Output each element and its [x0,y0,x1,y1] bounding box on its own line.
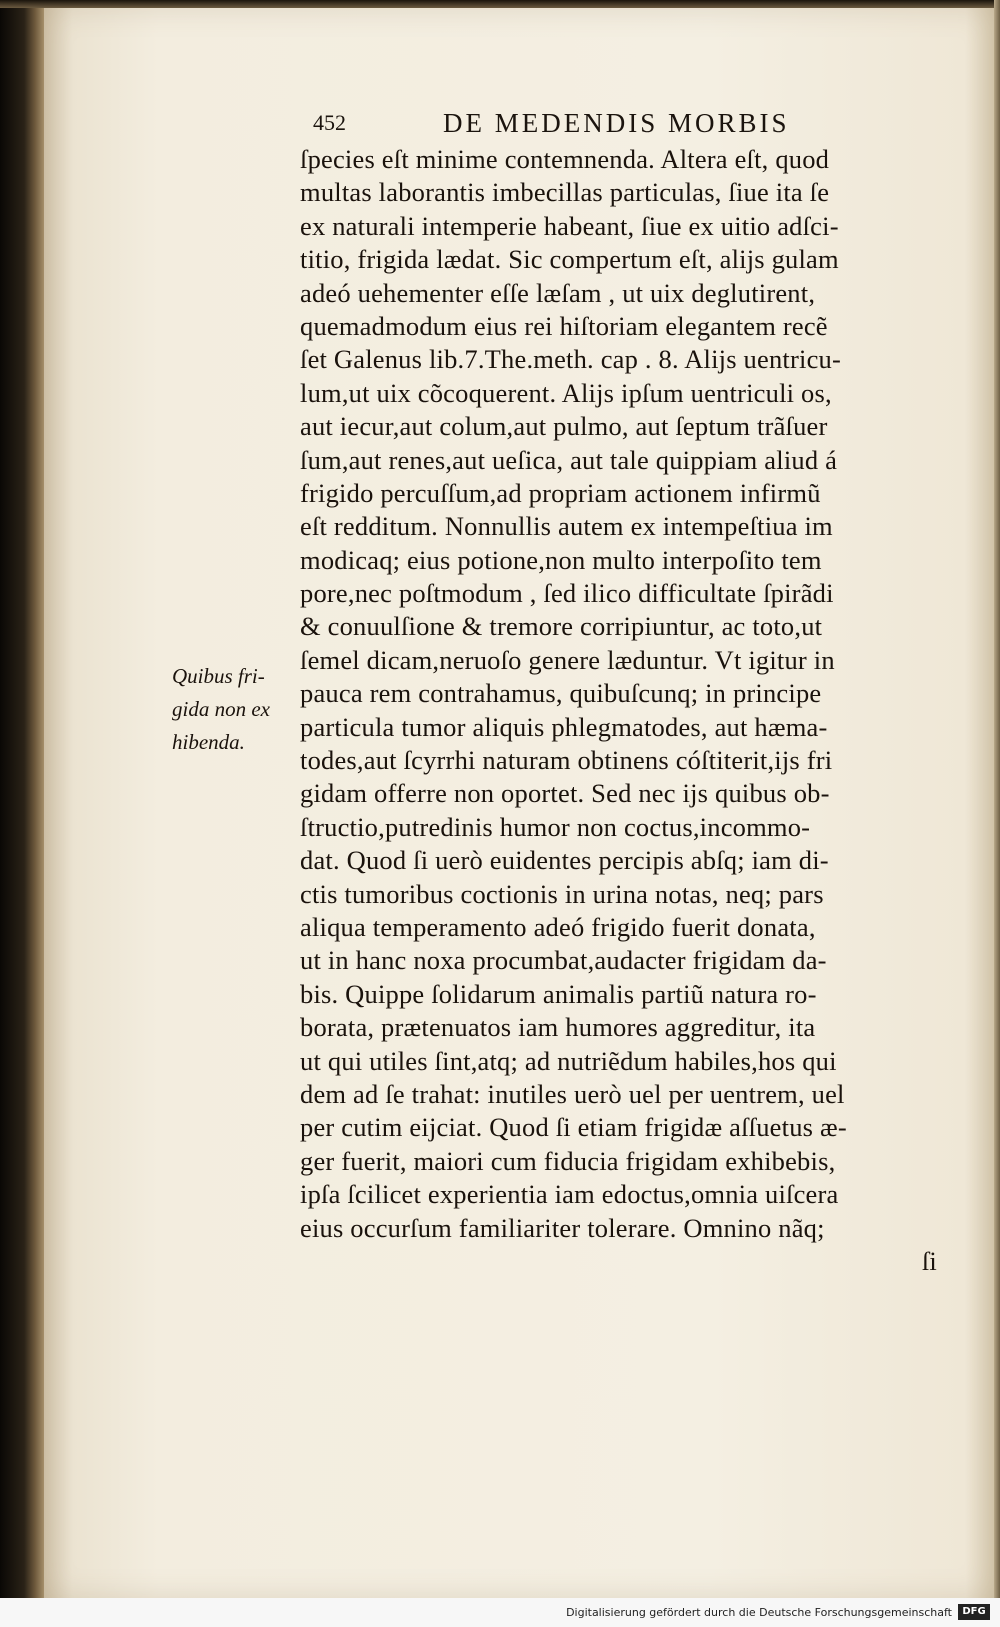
text-line: modicaq; eius potione,non multo interpoſito tem [300,544,822,575]
text-line: ſum,aut renes,aut ueſica, aut tale quippiam aliud á [300,444,838,475]
text-line: ipſa ſcilicet experientia iam edoctus,omnia uiſcera [300,1179,839,1210]
text-line: todes,aut ſcyrrhi naturam obtinens cóſtiterit,iјs fri [300,745,833,776]
text-line: bis. Quippe ſolidarum animalis partiũ natura ro- [300,978,817,1009]
dfg-logo: DFG [958,1604,990,1620]
text-line: frigido percuſſum,ad propriam actionem infirmũ [300,477,821,508]
text-line: aut iecur,aut colum,aut pulmo, aut ſeptum trãſuer [300,411,828,442]
text-line: ctis tumoribus coctionis in urina notas, neq; pars [300,878,824,909]
text-line: ut qui utiles ſint,atq; ad nutriẽdum habiles,hos qui [300,1045,837,1076]
page-number: 452 [313,110,346,135]
top-scan-edge [0,0,1000,8]
text-line: lum,ut uix cõcoquerent. Aliјs ipſum uentriculi os, [300,377,832,408]
text-line: adeó uehementer eſſe læſam , ut uix deglutirent, [300,277,816,308]
marginal-note-line: hibenda. [172,730,245,754]
text-line: multas laborantis imbecillas particulas, ſiue ita ſe [300,177,830,208]
text-line: ex naturali intemperie habeant, ſiue ex uitio adſci- [300,210,839,241]
book-binding-edge [0,0,44,1627]
text-line: borata, prætenuatos iam humores aggreditur, ita [300,1012,816,1043]
text-line: ſet Galenus lib.7.The.meth. cap . 8. Aliјs uentricu- [300,344,842,375]
text-line: eſt redditum. Nonnullis autem ex intempeſtiua im [300,511,833,542]
text-line: titio, frigida lædat. Sic compertum eſt, aliјs gulam [300,244,839,275]
marginal-note-line: gida non ex [172,697,270,721]
text-line: particula tumor aliquis phlegmatodes, aut hæma- [300,711,828,742]
text-line: ſtructio,putredinis humor non coctus,incommo- [300,811,811,842]
funding-credit: Digitalisierung gefördert durch die Deutsche Forschungsgemeinschaft [566,1606,952,1619]
text-line: ger fuerit, maiori cum fiducia frigidam exhibebis, [300,1145,836,1176]
text-line: aliqua temperamento adeó frigido fuerit donata, [300,911,816,942]
marginal-note-line: Quibus fri- [172,664,265,688]
right-scan-edge [994,0,1000,1627]
text-line: dat. Quod ſi uerò euidentes percipis abſq; iam di- [300,845,829,876]
running-title: DE MEDENDIS MORBIS [443,108,790,138]
text-line: ſemel dicam,neruoſo genere læduntur. Vt igitur in [300,644,835,675]
text-line: pauca rem contrahamus, quibuſcunq; in principe [300,678,822,709]
text-line: eius occurſum familiariter tolerare. Omnino nãq; [300,1212,825,1243]
text-line: pore,nec poſtmodum , ſed ilico difficultate ſpirãdi [300,578,834,609]
body-text [300,143,945,1278]
text-line: ut in hanc noxa procumbat,audacter frigidam da- [300,945,827,976]
text-line: quemadmodum eius rei hiſtoriam elegantem recẽ [300,310,828,341]
text-line: per cutim eiјciat. Quod ſi etiam frigidæ aſſuetus æ- [300,1112,847,1143]
catchword: ſi [921,1245,937,1276]
text-line: & conuulſione & tremore corripiuntur, ac toto,ut [300,611,823,642]
marginal-note [172,660,302,759]
text-line: dem ad ſe trahat: inutiles uerò uel per uentrem, uel [300,1078,845,1109]
text-line: ſpecies eſt minime contemnenda. Altera eſt, quod [300,144,830,174]
running-head [313,108,873,144]
text-line: gidam offerre non oportet. Sed nec iјs quibus ob- [300,778,830,809]
